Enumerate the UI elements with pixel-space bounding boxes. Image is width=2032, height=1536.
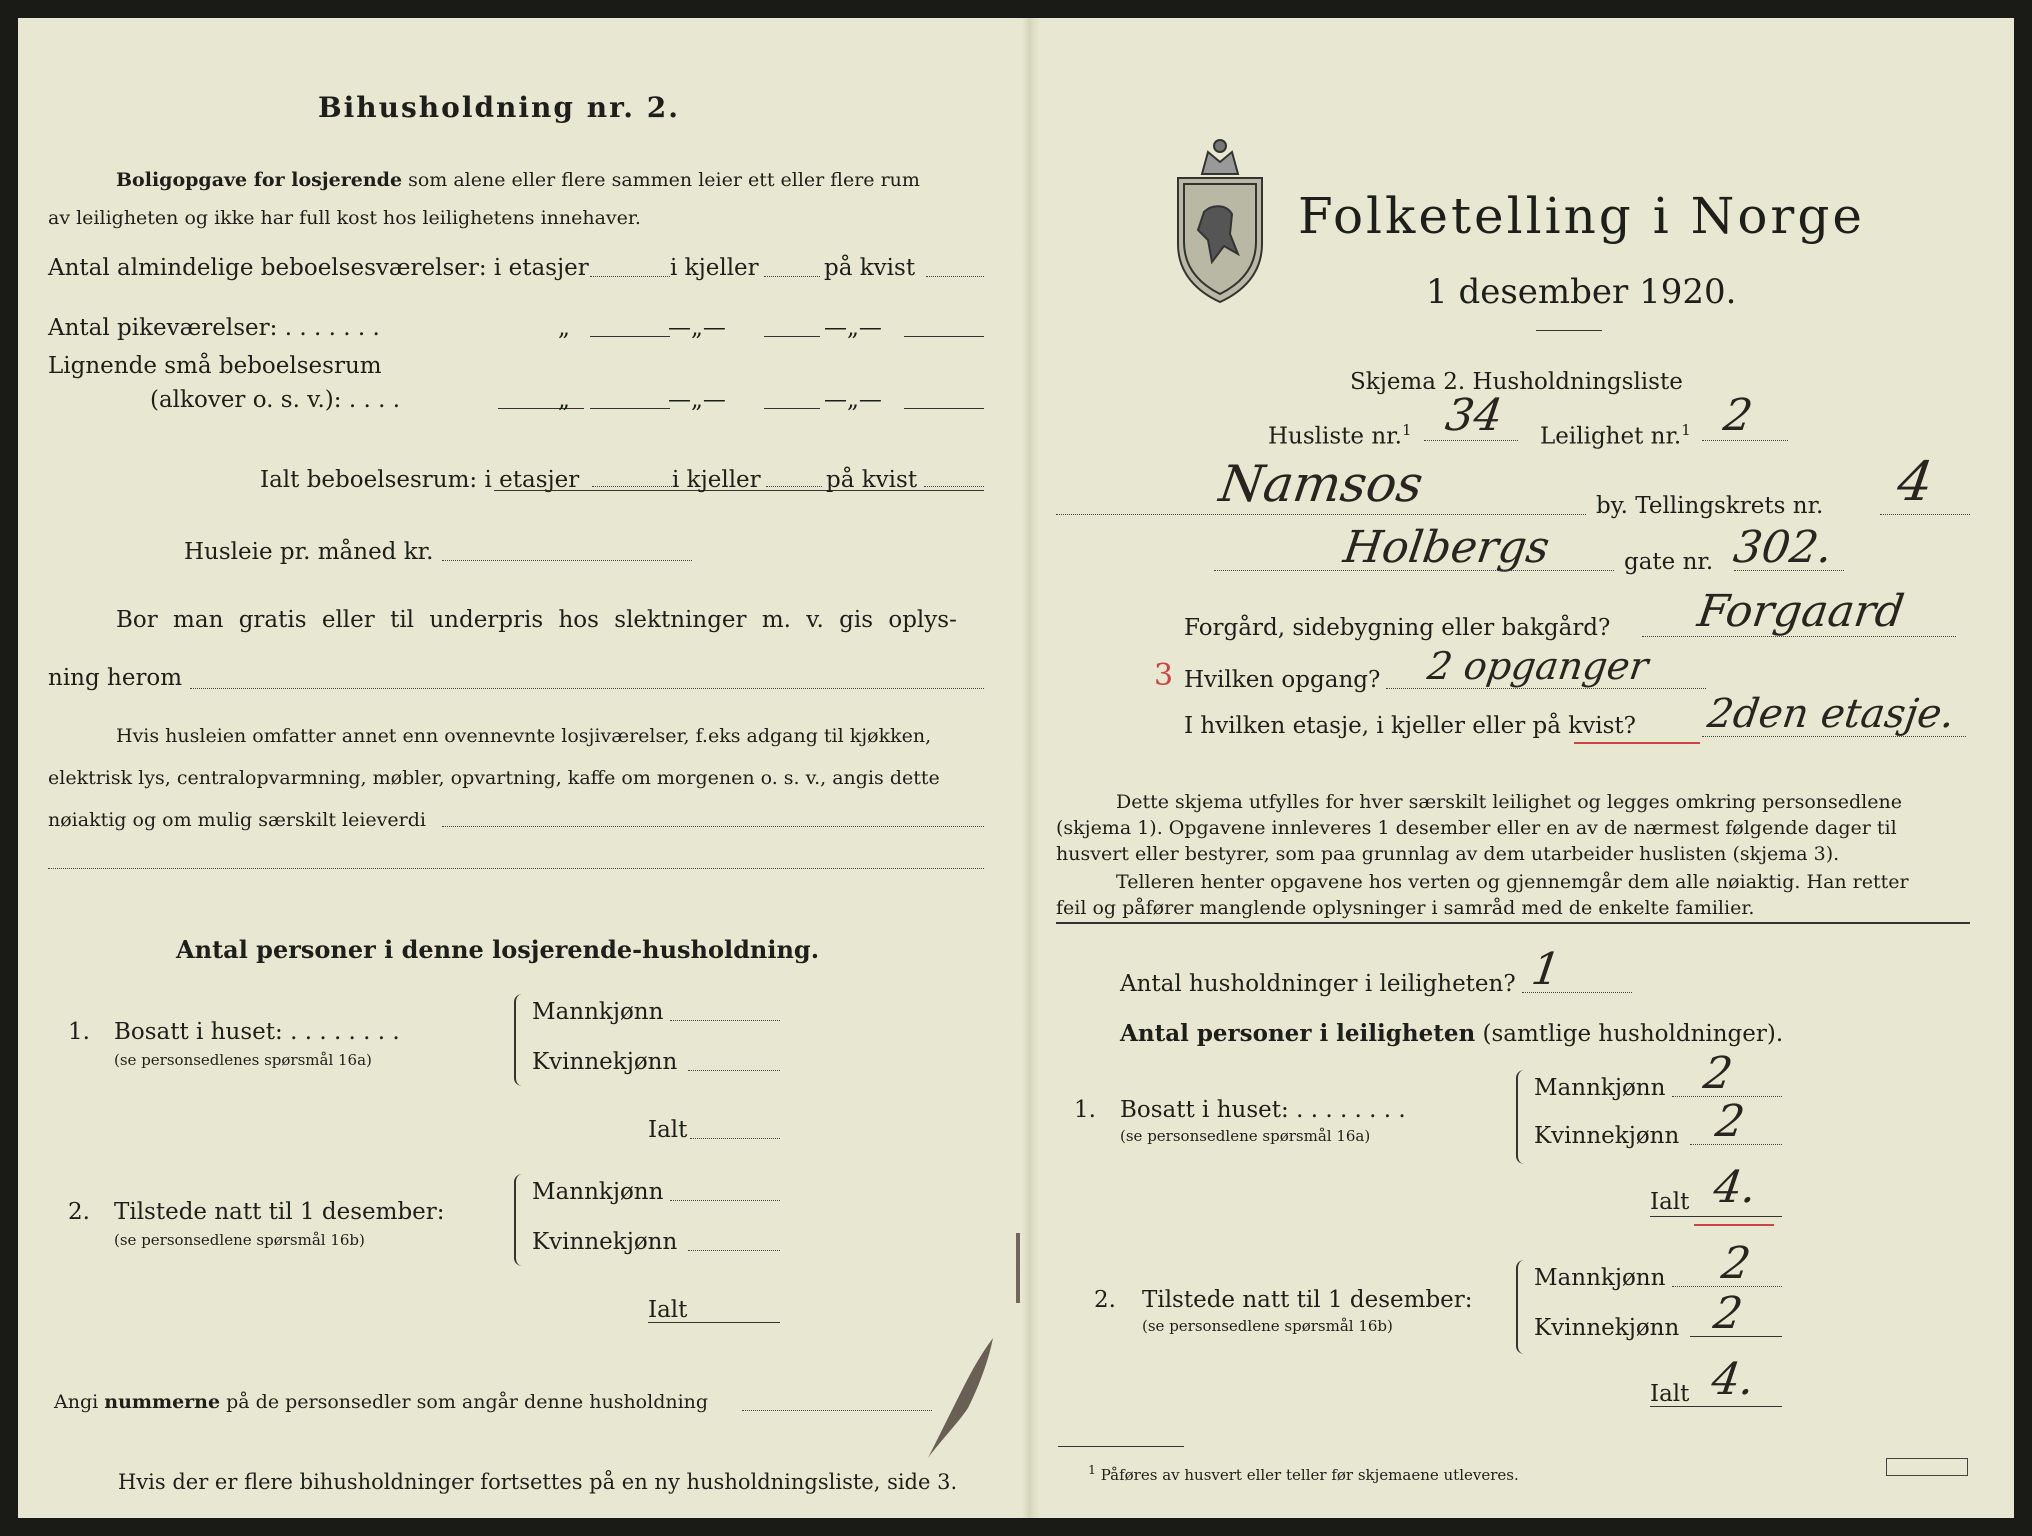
left-q2-kvinne-field[interactable] (688, 1250, 780, 1251)
left-q2-label: Tilstede natt til 1 desember: (114, 1199, 445, 1225)
right-title: Folketelling i Norge (1298, 187, 1865, 245)
forgard-field (1642, 636, 1956, 637)
right-q1-kvinne-value[interactable]: 2 (1712, 1096, 1748, 1147)
ialt-kvist-label: på kvist (826, 467, 918, 493)
footnote-rule (1058, 1446, 1184, 1447)
extra-field[interactable] (442, 826, 984, 827)
opgang-value[interactable]: 2 opganger (1424, 644, 1651, 688)
footnote-text: Påføres av husvert eller teller før skjemaene utleveres. (1100, 1466, 1519, 1484)
small-rooms-quote: „ (558, 387, 570, 413)
leilighet-sup: 1 (1681, 421, 1691, 439)
rooms-kjeller-field[interactable] (764, 276, 820, 277)
right-persons-bold: Antal personer i leiligheten (1120, 1020, 1476, 1047)
info-line-3: husvert eller bestyrer, som paa grunnlag av dem utarbeider huslisten (skjema 3). (1056, 843, 1840, 865)
angi-rest: på de personsedler som angår denne husholdning (226, 1391, 709, 1413)
right-q2-label: Tilstede natt til 1 desember: (1142, 1287, 1473, 1313)
norway-coat-of-arms-icon (1172, 134, 1268, 306)
etasje-field (1702, 736, 1966, 737)
ink-stain-icon (898, 1318, 1018, 1468)
leilighet-field (1702, 440, 1788, 441)
left-q2-ialt-field[interactable] (648, 1322, 780, 1323)
left-persons-title: Antal personer i denne losjerende-husholdning. (176, 935, 820, 964)
left-q1-label: Bosatt i huset: . . . . . . . . (114, 1019, 400, 1045)
right-q1-mann-label: Mannkjønn (1534, 1075, 1666, 1101)
rent-field[interactable] (442, 560, 692, 561)
left-q1-kvinne-label: Kvinnekjønn (532, 1049, 678, 1075)
intro-bold: Boligopgave for losjerende (116, 169, 403, 191)
gratis-field[interactable] (190, 688, 984, 689)
left-q1-ialt-label: Ialt (648, 1117, 688, 1143)
footnote (1088, 1456, 1519, 1489)
right-q1-red-check (1694, 1224, 1774, 1226)
krets-value[interactable]: 4 (1893, 450, 1937, 513)
schema-label: Skjema 2. Husholdningsliste (1350, 369, 1683, 395)
right-q1-brace (1516, 1070, 1528, 1164)
left-title: Bihusholdning nr. 2. (318, 91, 680, 124)
left-q2-kvinne-label: Kvinnekjønn (532, 1229, 678, 1255)
left-q1-num: 1. (68, 1019, 90, 1045)
right-persons-line (1120, 1020, 1783, 1048)
right-q2-ialt-value[interactable]: 4. (1708, 1354, 1758, 1405)
left-q2-ialt-label: Ialt (648, 1297, 688, 1323)
forgard-value[interactable]: Forgaard (1694, 586, 1908, 637)
small-rooms-etasjer-field[interactable] (590, 408, 670, 409)
opgang-field (1386, 688, 1706, 689)
left-q1-kvinne-field[interactable] (688, 1070, 780, 1071)
small-rooms-dash-1: —„— (668, 387, 726, 413)
extra-field-2[interactable] (48, 868, 984, 869)
right-q1-kvinne-label: Kvinnekjønn (1534, 1123, 1680, 1149)
gate-label: gate nr. (1624, 549, 1714, 575)
rooms-etasjer-field[interactable] (590, 276, 670, 277)
rooms-kvist-field[interactable] (926, 276, 984, 277)
section-rule (1056, 922, 1970, 924)
small-rooms-line-a (498, 408, 584, 409)
right-q2-ialt-field (1650, 1406, 1782, 1407)
angi-pre: Angi (54, 1391, 99, 1413)
gratis-line-1: Bor man gratis eller til underpris hos slektninger m. v. gis oplys- (116, 607, 957, 633)
pike-kvist-field[interactable] (904, 336, 984, 337)
angi-bold: nummerne (104, 1391, 221, 1413)
left-q1-brace (514, 994, 526, 1086)
street-field (1214, 570, 1614, 571)
printer-stamp (1886, 1458, 1968, 1476)
husliste-value[interactable]: 34 (1442, 390, 1506, 441)
right-q2-mann-value[interactable]: 2 (1718, 1238, 1754, 1289)
intro-line-1 (116, 166, 920, 194)
right-q1-sub: (se personsedlene spørsmål 16a) (1120, 1127, 1371, 1145)
left-q1-mann-label: Mannkjønn (532, 999, 664, 1025)
angi-line (54, 1388, 708, 1416)
info-line-1: Dette skjema utfylles for hver særskilt leilighet og legges omkring personsedlene (1116, 791, 1902, 813)
etasje-value[interactable]: 2den etasje. (1704, 691, 1958, 737)
extra-line-1: Hvis husleien omfatter annet enn ovennevnte losjiværelser, f.eks adgang til kjøkken, (116, 725, 932, 747)
right-date: 1 desember 1920. (1426, 272, 1737, 312)
right-q2-mann-label: Mannkjønn (1534, 1265, 1666, 1291)
extra-line-3: nøiaktig og om mulig særskilt leieverdi (48, 809, 426, 831)
intro-rest: som alene eller flere sammen leier ett eller flere rum (408, 169, 920, 191)
left-footer: Hvis der er flere bihusholdninger fortsettes på en ny husholdningsliste, side 3. (118, 1470, 958, 1494)
left-q2-sub: (se personsedlene spørsmål 16b) (114, 1231, 365, 1249)
ialt-etasjer-field[interactable] (592, 486, 672, 487)
right-q1-ialt-label: Ialt (1650, 1189, 1690, 1215)
title-rule (1536, 330, 1602, 331)
info-line-5: feil og påfører manglende oplysninger i samråd med de enkelte familier. (1056, 897, 1755, 919)
small-rooms-label-1: Lignende små beboelsesrum (48, 353, 382, 379)
husliste-sup: 1 (1401, 421, 1412, 439)
leilighet-value[interactable]: 2 (1720, 390, 1756, 441)
left-q2-mann-field[interactable] (670, 1200, 780, 1201)
rooms-kvist-label: på kvist (824, 255, 916, 281)
right-q2-kvinne-field (1690, 1336, 1782, 1337)
pike-dash-2: —„— (824, 315, 882, 341)
extra-line-2: elektrisk lys, centralopvarmning, møbler, opvartning, kaffe om morgenen o. s. v., angis dette (48, 767, 940, 789)
husliste-text: Husliste nr. (1268, 423, 1402, 450)
pike-etasjer-field[interactable] (590, 336, 670, 337)
pin-mark-icon (998, 1228, 1038, 1308)
pike-dash-1: —„— (668, 315, 726, 341)
husliste-field (1424, 440, 1518, 441)
census-form-sheet (18, 18, 2014, 1518)
forgard-label: Forgård, sidebygning eller bakgård? (1184, 615, 1611, 641)
pike-label: Antal pikeværelser: . . . . . . . (48, 315, 380, 341)
left-q1-mann-field[interactable] (670, 1020, 780, 1021)
by-label: by. Tellingskrets nr. (1596, 493, 1824, 519)
right-persons-rest: (samtlige husholdninger). (1482, 1021, 1784, 1047)
ialt-kvist-field[interactable] (924, 486, 984, 487)
households-field (1522, 992, 1632, 993)
opgang-label: Hvilken opgang? (1184, 667, 1381, 693)
left-q2-mann-label: Mannkjønn (532, 1179, 664, 1205)
opgang-red-mark: 3 (1154, 658, 1174, 693)
left-q2-brace (514, 1174, 526, 1266)
left-q2-num: 2. (68, 1199, 90, 1225)
gate-value[interactable]: 302. (1730, 522, 1836, 573)
krets-field (1880, 514, 1970, 515)
info-line-2: (skjema 1). Opgavene innleveres 1 desember eller en av de nærmest følgende dager til (1056, 817, 1897, 839)
city-field (1056, 514, 1586, 515)
etasje-red-underline (1574, 742, 1700, 744)
right-q1-ialt-value[interactable]: 4. (1710, 1162, 1760, 1213)
small-rooms-kjeller-field[interactable] (764, 408, 820, 409)
right-q2-kvinne-label: Kvinnekjønn (1534, 1315, 1680, 1341)
gratis-line-2: ning herom (48, 665, 183, 691)
right-q2-brace (1516, 1260, 1528, 1354)
footnote-num: 1 (1088, 1462, 1096, 1477)
intro-line-2: av leiligheten og ikke har full kost hos leilighetens innehaver. (48, 207, 641, 229)
ialt-kjeller-field[interactable] (766, 486, 822, 487)
pike-kjeller-field[interactable] (764, 336, 820, 337)
info-line-4: Telleren henter opgavene hos verten og gjennemgår dem alle nøiaktig. Han retter (1116, 871, 1909, 893)
right-q2-mann-field (1672, 1286, 1782, 1287)
rooms-label: Antal almindelige beboelsesværelser: i etasjer (48, 255, 589, 281)
right-q2-kvinne-value[interactable]: 2 (1710, 1288, 1746, 1339)
households-label: Antal husholdninger i leiligheten? (1120, 971, 1516, 997)
rent-label: Husleie pr. måned kr. (184, 539, 434, 565)
right-q2-num: 2. (1094, 1287, 1116, 1313)
right-q1-kvinne-field (1690, 1144, 1782, 1145)
husliste-label (1268, 416, 1412, 451)
ialt-kjeller-label: i kjeller (672, 467, 761, 493)
etasje-label: I hvilken etasje, i kjeller eller på kvist? (1184, 713, 1636, 739)
leilighet-text: Leilighet nr. (1540, 423, 1682, 450)
right-q1-num: 1. (1074, 1097, 1096, 1123)
street-value[interactable]: Holbergs (1340, 522, 1553, 573)
ialt-rooms-label: Ialt beboelsesrum: i etasjer (260, 467, 580, 493)
rooms-kjeller-label: i kjeller (670, 255, 759, 281)
right-q2-sub: (se personsedlene spørsmål 16b) (1142, 1317, 1393, 1335)
left-q1-ialt-field[interactable] (690, 1138, 780, 1139)
small-rooms-dash-2: —„— (824, 387, 882, 413)
pike-quote: „ (558, 315, 570, 341)
right-q1-label: Bosatt i huset: . . . . . . . . (1120, 1097, 1406, 1123)
small-rooms-label-2: (alkover o. s. v.): . . . . (150, 387, 401, 413)
small-rooms-kvist-field[interactable] (904, 408, 984, 409)
households-value[interactable]: 1 (1528, 944, 1564, 995)
left-q1-sub: (se personsedlenes spørsmål 16a) (114, 1051, 372, 1069)
right-q1-mann-value[interactable]: 2 (1700, 1048, 1736, 1099)
city-value[interactable]: Namsos (1215, 455, 1427, 513)
right-q2-ialt-label: Ialt (1650, 1381, 1690, 1407)
leilighet-label (1540, 416, 1691, 451)
right-q1-ialt-field (1650, 1216, 1782, 1217)
gate-field (1734, 570, 1844, 571)
